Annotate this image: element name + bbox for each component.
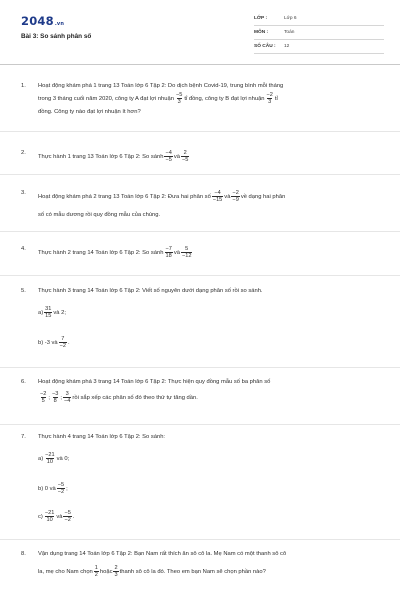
separator: [0, 424, 400, 425]
question-7: [21, 432, 383, 532]
part-a: [38, 306, 66, 319]
separator: [0, 231, 400, 232]
question-text: trong 3 tháng cuối năm 2020, công ty A đạt lợi nhuận: [38, 96, 174, 103]
question-number: 8.: [21, 551, 26, 557]
denominator: −2: [57, 489, 65, 495]
fraction: [266, 92, 274, 105]
question-text: Vận dụng trang 14 Toán lớp 6 Tập 2: Bạn Nam rất thích ăn sô cô la. Mẹ Nam có một thanh sô cô: [38, 551, 287, 557]
numerator: −5: [57, 482, 65, 488]
page-header: [0, 0, 400, 64]
fraction: [44, 306, 52, 319]
numerator: −21: [44, 510, 55, 516]
fraction: [44, 510, 56, 523]
question-number: 4.: [21, 246, 26, 252]
site-logo[interactable]: [21, 14, 64, 28]
meta-key: SỐ CÂU :: [254, 44, 276, 49]
denominator: −2: [59, 343, 67, 349]
separator: [0, 275, 400, 276]
denominator: −5: [181, 157, 189, 163]
denominator: 10: [46, 459, 54, 465]
separator: [0, 539, 400, 540]
question-number: 7.: [21, 434, 26, 440]
denominator: 3: [177, 99, 181, 105]
question-5: [21, 286, 383, 358]
fraction: [44, 452, 56, 465]
question-line: [38, 190, 285, 203]
part-label: b) 0 và: [38, 486, 56, 493]
question-line: [38, 150, 190, 163]
question-text: và 0;: [56, 456, 70, 463]
part-label: a): [38, 310, 44, 317]
meta-value: Lớp 6: [284, 16, 297, 21]
question-4: [21, 244, 383, 266]
question-number: 2.: [21, 150, 26, 156]
numerator: 31: [45, 306, 52, 312]
fraction: [175, 92, 183, 105]
fraction: [63, 391, 71, 404]
fraction: [63, 510, 71, 523]
numerator: 2: [114, 565, 118, 571]
numerator: −2: [266, 92, 273, 98]
question-text: Thực hành 4 trang 14 Toán lớp 6 Tập 2: So sánh:: [38, 434, 166, 440]
question-1: [21, 81, 383, 126]
numerator: −21: [45, 452, 55, 458]
separator: [0, 367, 400, 368]
numerator: 5: [185, 246, 189, 252]
question-text: Hoạt động khám phá 1 trang 13 Toán lớp 6 Tập 2: Do dịch bệnh Covid-19, trung bình mỗi tháng: [38, 83, 284, 89]
denominator: 18: [165, 253, 172, 259]
question-text: và: [173, 154, 180, 161]
part-label: c): [38, 514, 43, 521]
denominator: 2: [94, 572, 98, 578]
question-text: Hoạt động khám phá 2 trang 13 Toán lớp 6 Tập 2: Đưa hai phân số: [38, 194, 211, 201]
numerator: 1: [94, 565, 98, 571]
question-number: 6.: [21, 379, 26, 385]
numerator: −2: [232, 190, 239, 196]
meta-value: Toán: [284, 30, 295, 35]
question-text: Thực hành 3 trang 14 Toán lớp 6 Tập 2: Viết số nguyên dưới dạng phân số rồi so sánh.: [38, 288, 263, 294]
part-b: [38, 336, 70, 349]
denominator: 3: [268, 99, 272, 105]
fraction: [231, 190, 239, 203]
question-3: [21, 188, 383, 224]
question-line: [38, 565, 266, 578]
fraction: [113, 565, 118, 578]
fraction: [57, 482, 65, 495]
question-line: [38, 246, 193, 259]
lesson-title: Bài 3: So sánh phân số: [21, 33, 92, 40]
question-text: về dạng hai phân: [240, 194, 286, 201]
logo-text: 2048: [21, 14, 54, 28]
meta-row-subject: [254, 28, 384, 40]
numerator: −5: [175, 92, 183, 98]
question-text: ;: [48, 395, 51, 402]
question-line: [38, 92, 278, 105]
denominator: 5: [41, 398, 45, 404]
logo-suffix: .vn: [54, 21, 65, 27]
question-text: Hoạt động khám phá 3 trang 14 Toán lớp 6 Tập 2: Thực hiện quy đồng mẫu số ba phân số: [38, 379, 271, 385]
question-text: và: [173, 250, 180, 257]
denominator: 8: [53, 398, 57, 404]
question-text: Thực hành 2 trang 14 Toán lớp 6 Tập 2: So sánh: [38, 250, 164, 257]
question-text: ;: [60, 395, 63, 402]
fraction: [181, 150, 189, 163]
numerator: −5: [64, 510, 71, 516]
part-label: b) -3 và: [38, 340, 58, 347]
question-text: Thực hành 1 trang 13 Toán lớp 6 Tập 2: So sánh: [38, 154, 164, 161]
question-number: 3.: [21, 190, 26, 196]
fraction: [181, 246, 193, 259]
fraction: [39, 391, 47, 404]
fraction: [94, 565, 99, 578]
part-b: [38, 482, 68, 495]
numerator: 2: [183, 150, 187, 156]
question-text: và: [224, 194, 231, 201]
question-number: 1.: [21, 83, 26, 89]
question-text: thanh sô cô la đó. Theo em bạn Nam sẽ chọn phần nào?: [119, 569, 266, 576]
separator: [0, 174, 400, 175]
numerator: −3: [52, 391, 59, 397]
denominator: 3: [114, 572, 118, 578]
numerator: −7: [165, 246, 172, 252]
question-2: [21, 148, 383, 168]
question-text: la, mẹ cho Nam chọn: [38, 569, 93, 576]
fraction: [212, 190, 224, 203]
question-text: .: [68, 340, 70, 347]
denominator: 15: [45, 313, 52, 319]
denominator: −9: [232, 197, 239, 203]
question-text: và 2;: [53, 310, 66, 317]
question-text: đồng. Công ty nào đạt lợi nhuận ít hơn?: [38, 109, 141, 115]
question-6: [21, 377, 383, 417]
meta-key: LỚP :: [254, 16, 268, 21]
question-text: số có mẫu dương rồi quy đồng mẫu của chúng.: [38, 212, 161, 218]
question-text: rồi sắp xếp các phân số đó theo thứ tự tăng dần.: [72, 395, 198, 402]
question-text: .: [72, 514, 75, 521]
question-text: hoặc: [99, 569, 113, 576]
numerator: −2: [40, 391, 47, 397]
question-text: tỉ đồng, công ty B đạt lợi nhuận: [184, 96, 265, 103]
question-text: ;: [66, 486, 68, 493]
numerator: −4: [214, 190, 221, 196]
meta-row-count: [254, 42, 384, 54]
question-8: [21, 549, 383, 589]
fraction: [59, 336, 67, 349]
part-label: a): [38, 456, 44, 463]
header-divider: [0, 64, 400, 65]
denominator: −5: [165, 157, 172, 163]
meta-value: 12: [284, 44, 290, 49]
fraction: [164, 150, 172, 163]
question-number: 5.: [21, 288, 26, 294]
fraction: [164, 246, 172, 259]
part-a: [38, 452, 69, 465]
separator: [0, 131, 400, 132]
question-text: và: [56, 514, 63, 521]
numerator: 7: [61, 336, 65, 342]
denominator: −15: [212, 197, 223, 203]
question-line: [38, 391, 198, 404]
numerator: −4: [165, 150, 172, 156]
denominator: −4: [64, 398, 71, 404]
meta-row-class: [254, 14, 384, 26]
numerator: 3: [65, 391, 69, 397]
denominator: −12: [181, 253, 192, 259]
denominator: 10: [46, 517, 53, 523]
meta-key: MÔN :: [254, 30, 269, 35]
part-c: [38, 510, 74, 523]
question-text: tỉ: [274, 96, 278, 103]
denominator: −2: [64, 517, 71, 523]
fraction: [51, 391, 59, 404]
